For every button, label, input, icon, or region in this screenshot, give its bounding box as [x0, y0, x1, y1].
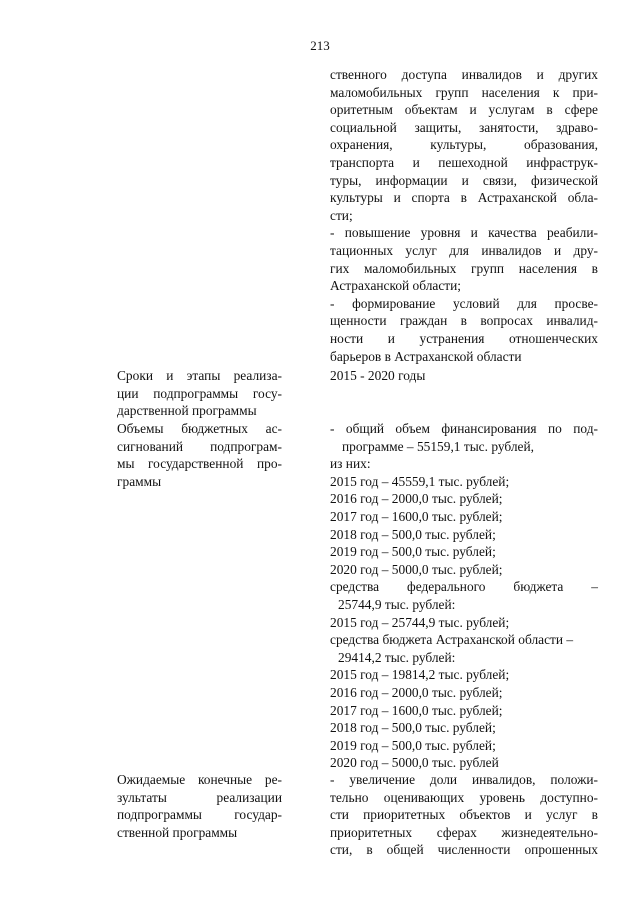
- text-line: барьеров в Астраханской области: [330, 348, 522, 364]
- budget-details: [330, 420, 598, 772]
- results-line: приоритетных сферах жизнедеятельно-: [330, 824, 598, 840]
- label-line: сигнований подпрограм-: [117, 438, 282, 454]
- results-details: [330, 771, 598, 859]
- budget-line: - общий объем финансирования по под-: [330, 421, 598, 436]
- budget-line: средства бюджета Астраханской области –: [330, 632, 574, 648]
- label-line: зультаты реализации: [117, 789, 282, 805]
- text-line: щенности граждан в вопросах инвалид-: [330, 313, 598, 329]
- terms-years: 2015 - 2020 годы: [330, 368, 426, 383]
- terms-value: [330, 367, 598, 385]
- results-line: тельно оценивающих уровень доступно-: [330, 789, 598, 805]
- results-line: - увеличение доли инвалидов, положи-: [330, 772, 598, 787]
- budget-line: 2020 год – 5000,0 тыс. рублей: [330, 755, 499, 771]
- label-line: Сроки и этапы реализа-: [117, 368, 282, 383]
- budget-line: 2016 год – 2000,0 тыс. рублей;: [330, 684, 503, 700]
- text-line: оритетным объектам и услугам в сфере: [330, 102, 598, 118]
- label-line: Ожидаемые конечные ре-: [117, 772, 282, 787]
- label-line: ственной программы: [117, 824, 238, 840]
- budget-line: средства федерального бюджета –: [330, 579, 598, 595]
- budget-line: 2018 год – 500,0 тыс. рублей;: [330, 720, 496, 736]
- text-line: охранения, культуры, образования,: [330, 137, 598, 153]
- budget-line: 2019 год – 500,0 тыс. рублей;: [330, 544, 496, 560]
- text-line: ности и устранения отношенческих: [330, 330, 598, 346]
- text-line: сти;: [330, 207, 353, 223]
- text-line: Астраханской области;: [330, 278, 462, 294]
- text-line: социальной защиты, занятости, здраво-: [330, 119, 598, 135]
- budget-line: 2017 год – 1600,0 тыс. рублей;: [330, 702, 503, 718]
- budget-line: 2017 год – 1600,0 тыс. рублей;: [330, 508, 503, 524]
- label-line: подпрограммы государ-: [117, 807, 282, 823]
- text-line: ственного доступа инвалидов и других: [330, 67, 598, 82]
- continuation-text: [330, 66, 598, 365]
- results-label: [117, 771, 282, 841]
- text-line: транспорта и пешеходной инфраструк-: [330, 154, 598, 170]
- text-line: маломобильных групп населения к при-: [330, 84, 598, 100]
- budget-line: 2019 год – 500,0 тыс. рублей;: [330, 737, 496, 753]
- text-line: - формирование условий для просве-: [330, 295, 598, 311]
- budget-line: 2015 год – 45559,1 тыс. рублей;: [330, 473, 510, 489]
- text-line: тационных услуг для инвалидов и дру-: [330, 242, 598, 258]
- label-line: дарственной программы: [117, 403, 257, 419]
- label-line: мы государственной про-: [117, 456, 282, 472]
- budget-line: 29414,2 тыс. рублей:: [338, 649, 456, 665]
- text-line: туры, информации и связи, физической: [330, 172, 598, 188]
- budget-line: из них:: [330, 456, 371, 472]
- results-line: сти приоритетных объектов и услуг в: [330, 807, 598, 823]
- label-line: ции подпрограммы госу-: [117, 385, 282, 401]
- label-line: граммы: [117, 473, 162, 489]
- label-line: Объемы бюджетных ас-: [117, 421, 282, 436]
- results-line: сти, в общей численности опрошенных: [330, 842, 598, 858]
- budget-line: 2016 год – 2000,0 тыс. рублей;: [330, 491, 503, 507]
- text-line: гих маломобильных групп населения в: [330, 260, 598, 276]
- budget-line: 2020 год – 5000,0 тыс. рублей;: [330, 561, 503, 577]
- terms-label: [117, 367, 282, 420]
- budget-line: 2015 год – 19814,2 тыс. рублей;: [330, 667, 510, 683]
- budget-line: 25744,9 тыс. рублей:: [338, 596, 456, 612]
- budget-line: 2015 год – 25744,9 тыс. рублей;: [330, 614, 510, 630]
- budget-label: [117, 420, 282, 490]
- budget-line: 2018 год – 500,0 тыс. рублей;: [330, 526, 496, 542]
- text-line: культуры и спорта в Астраханской обла-: [330, 190, 598, 206]
- page-number: 213: [310, 38, 330, 53]
- text-line: - повышение уровня и качества реабили-: [330, 225, 598, 241]
- budget-line: программе – 55159,1 тыс. рублей,: [342, 438, 534, 454]
